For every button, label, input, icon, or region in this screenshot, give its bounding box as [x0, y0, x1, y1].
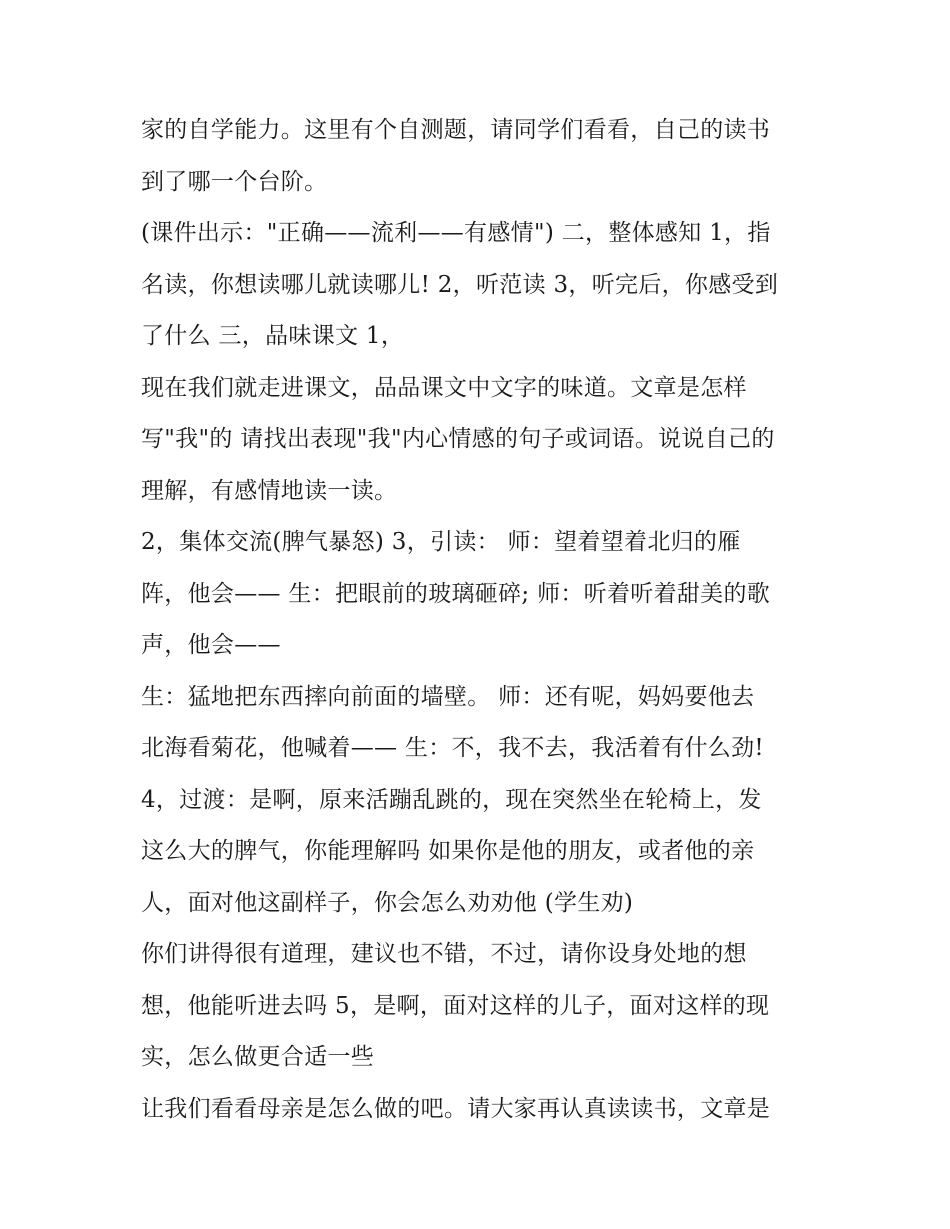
text-line: 北海看菊花，他喊着—— 生：不，我不去，我活着有什么劲!	[141, 735, 764, 761]
text-line: 声，他会——	[141, 632, 281, 658]
text-line: 阵，他会—— 生：把眼前的玻璃砸碎; 师：听着听着甜美的歌	[141, 580, 771, 607]
text-line: 名读，你想读哪儿就读哪儿! 2，听范读 3，听完后，你感受到	[141, 271, 779, 298]
text-line: 让我们看看母亲是怎么做的吧。请大家再认真读读书，文章是	[141, 1095, 771, 1122]
text-line: 家的自学能力。这里有个自测题，请同学们看看，自己的读书	[141, 117, 771, 143]
text-line: 这么大的脾气，你能理解吗 如果你是他的朋友，或者他的亲	[141, 838, 755, 864]
text-line: 实，怎么做更合适一些	[141, 1044, 374, 1070]
text-line: (课件出示："正确——流利——有感情") 二，整体感知 1，指	[141, 220, 771, 246]
document-body	[141, 105, 821, 1135]
text-line: 2，集体交流(脾气暴怒) 3，引读： 师：望着望着北归的雁	[141, 529, 741, 555]
text-line: 想，他能听进去吗 5，是啊，面对这样的儿子，面对这样的现	[141, 992, 770, 1019]
text-line: 理解，有感情地读一读。	[141, 477, 398, 504]
text-line: 到了哪一个台阶。	[141, 168, 328, 195]
text-line: 写"我"的 请找出表现"我"内心情感的句子或词语。说说自己的	[141, 426, 775, 452]
text-line: 你们讲得很有道理，建议也不错，不过，请你设身处地的想	[141, 941, 747, 967]
text-line: 现在我们就走进课文，品品课文中文字的味道。文章是怎样	[141, 374, 747, 401]
text-line: 了什么 三，品味课文 1，	[141, 323, 405, 349]
text-line: 生：猛地把东西摔向前面的墙壁。 师：还有呢，妈妈要他去	[141, 683, 755, 710]
text-line: 4，过渡：是啊，原来活蹦乱跳的，现在突然坐在轮椅上，发	[141, 786, 762, 813]
text-line: 人，面对他这副样子，你会怎么劝劝他 (学生劝)	[141, 889, 634, 916]
